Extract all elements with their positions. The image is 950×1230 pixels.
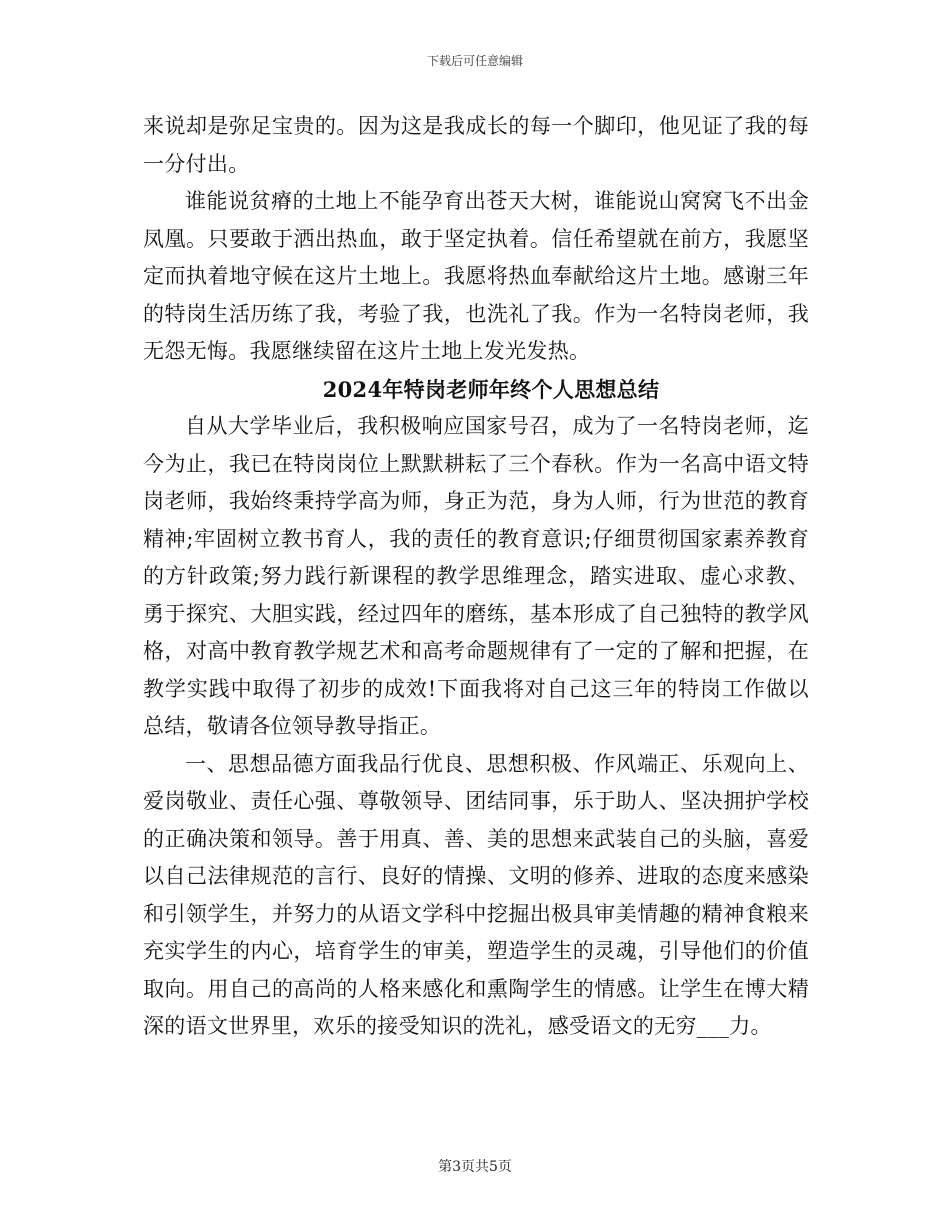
paragraph-introduction: 自从大学毕业后，我积极响应国家号召，成为了一名特岗老师，迄今为止，我已在特岗岗位上默默耕耘了三个春秋。作为一名高中语文特岗老师，我始终秉持学高为师，身正为范，身为人师，行为世范的教育精神;牢固树立教书育人，我的责任的教育意识;仔细贯彻国家素养教育的方针政策;努力践行新课程的教学思维理念，踏实进取、虚心求教、勇于探究、大胆实践，经过四年的磨练，基本形成了自己独特的教学风格，对高中教育教学规艺术和高考命题规律有了一定的了解和把握，在教学实践中取得了初步的成效!下面我将对自己这三年的特岗工作做以总结，敬请各位领导教导指正。 [143, 414, 809, 738]
section-title: 2024年特岗老师年终个人思想总结 [322, 376, 660, 402]
paragraph-conclusion: 谁能说贫瘠的土地上不能孕育出苍天大树，谁能说山窝窝飞不出金凤凰。只要敢于洒出热血，敢于坚定执着。信任希望就在前方，我愿坚定而执着地守候在这片土地上。我愿将热血奉献给这片土地。感谢三年的特岗生活历练了我，考验了我，也洗礼了我。作为一名特岗老师，我无怨无悔。我愿继续留在这片土地上发光发热。 [143, 189, 809, 363]
document-body [143, 108, 809, 1046]
paragraph-moral-character: 一、思想品德方面我品行优良、思想积极、作风端正、乐观向上、爱岗敬业、责任心强、尊敬领导、团结同事，乐于助人、坚决拥护学校的正确决策和领导。善于用真、善、美的思想来武装自己的头脑，喜爱以自己法律规范的言行、良好的情操、文明的修养、进取的态度来感染和引领学生，并努力的从语文学科中挖掘出极具审美情趣的精神食粮来充实学生的内心，培育学生的审美，塑造学生的灵魂，引导他们的价值取向。用自己的高尚的人格来感化和熏陶学生的情感。让学生在博大精深的语文世界里，欢乐的接受知识的洗礼，感受语文的无穷___力。 [143, 751, 809, 1038]
page-number: 第3页共5页 [438, 1159, 512, 1175]
paragraph-continuation: 来说却是弥足宝贵的。因为这是我成长的每一个脚印，他见证了我的每一分付出。 [143, 114, 809, 176]
page-header-note: 下载后可任意编辑 [426, 54, 523, 68]
